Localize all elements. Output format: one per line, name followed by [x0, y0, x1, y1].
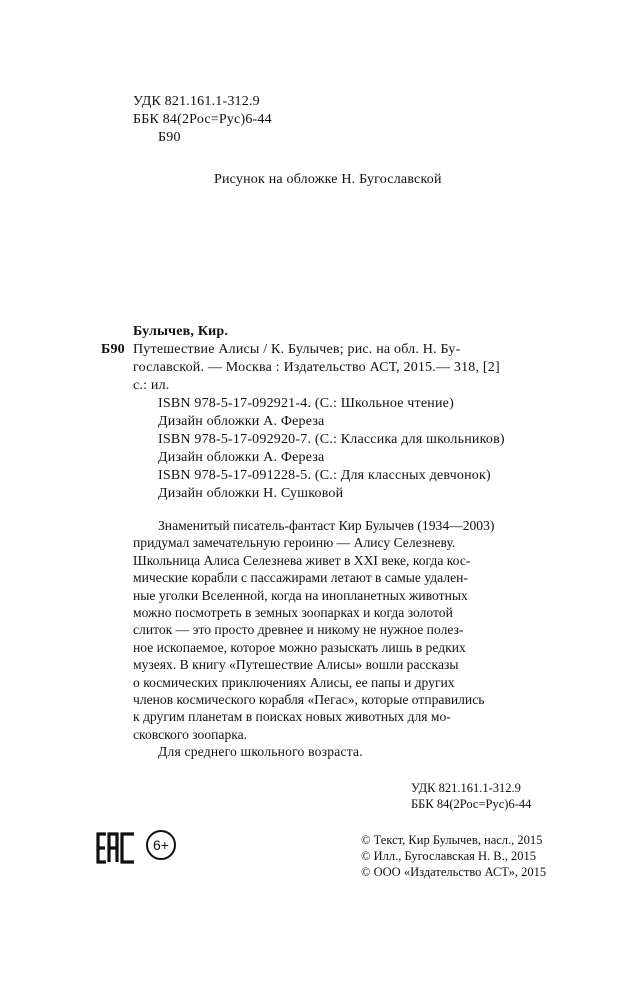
catalog-author: Булычев, Кир. [133, 324, 229, 339]
eac-mark-icon [96, 832, 136, 864]
catalog-code: Б90 [101, 342, 125, 357]
catalog-description-line: с.: ил. [133, 378, 170, 393]
copyright-line: © Илл., Бугославская Н. В., 2015 [361, 849, 536, 863]
age-note: Для среднего школьного возраста. [158, 744, 363, 759]
cover-design-line: Дизайн обложки Н. Сушковой [158, 486, 344, 501]
annotation-paragraph [133, 517, 494, 743]
catalog-description-line: гославской. — Москва : Издательство АСТ, 2015.— 318, [2] [133, 360, 500, 375]
age-rating-badge: 6+ [146, 830, 176, 860]
cover-credit: Рисунок на обложке Н. Бугославской [214, 172, 442, 187]
footer-bbk-code: ББК 84(2Рос=Рус)6-44 [411, 797, 532, 811]
annotation-line: сковского зоопарка. [133, 726, 248, 742]
isbn-line: ISBN 978-5-17-092920-7. (С.: Классика для школьников) [158, 432, 505, 447]
annotation-line: о космических приключениях Алисы, ее папы и других [133, 674, 455, 690]
isbn-line: ISBN 978-5-17-092921-4. (С.: Школьное чтение) [158, 396, 454, 411]
annotation-line: музеях. В книгу «Путешествие Алисы» вошли рассказы [133, 657, 459, 673]
bbk-code: ББК 84(2Рос=Рус)6-44 [133, 112, 272, 127]
annotation-line: членов космического корабля «Пегас», которые отправились [133, 691, 485, 707]
catalog-description-line: Путешествие Алисы / К. Булычев; рис. на обл. Н. Бу- [133, 342, 461, 357]
author-code: Б90 [158, 130, 181, 145]
annotation-line: к другим планетам в поисках новых животных для мо- [133, 709, 451, 725]
cover-design-line: Дизайн обложки А. Фереза [158, 450, 325, 465]
annotation-line: можно посмотреть в земных зоопарках и когда золотой [133, 604, 453, 620]
annotation-line: слиток — это просто древнее и никому не нужное полез- [133, 622, 464, 638]
isbn-line: ISBN 978-5-17-091228-5. (С.: Для классных девчонок) [158, 468, 491, 483]
annotation-line: ные уголки Вселенной, когда на инопланетных животных [133, 587, 468, 603]
cover-design-line: Дизайн обложки А. Фереза [158, 414, 325, 429]
copyright-line: © ООО «Издательство АСТ», 2015 [361, 865, 547, 879]
annotation-line: ное ископаемое, которое можно разыскать лишь в редких [133, 639, 466, 655]
udk-code: УДК 821.161.1-312.9 [133, 94, 260, 109]
copyright-line: © Текст, Кир Булычев, насл., 2015 [361, 833, 543, 847]
footer-udk-code: УДК 821.161.1-312.9 [411, 781, 521, 795]
annotation-line: Школьница Алиса Селезнева живет в XXI веке, когда кос- [133, 552, 471, 568]
annotation-line: Знаменитый писатель-фантаст Кир Булычев (1934—2003) [158, 518, 495, 533]
annotation-line: мические корабли с пассажирами летают в самые удален- [133, 570, 468, 586]
annotation-line: придумал замечательную героиню — Алису Селезневу. [133, 535, 456, 551]
